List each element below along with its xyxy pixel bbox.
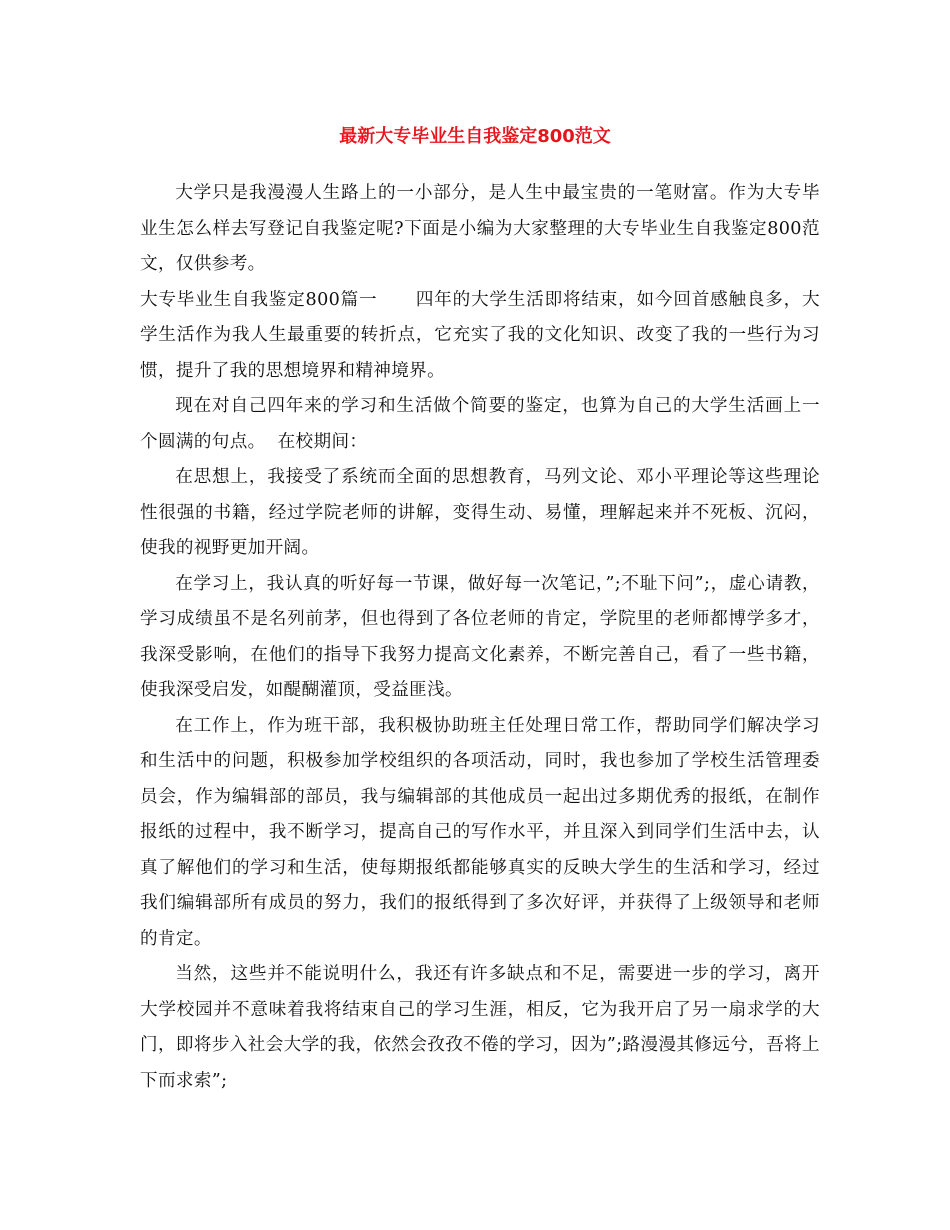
paragraph-5: 在工作上，作为班干部，我积极协助班主任处理日常工作，帮助同学们解决学习和生活中的问题，积极参加学校组织的各项活动，同时，我也参加了学校生活管理委员会，作为编辑部的部员，我与编辑部的其他成员一起出过多期优秀的报纸，在制作报纸的过程中，我不断学习，提高自己的写作水平，并且深入到同学们生活中去，认真了解他们的学习和生活，使每期报纸都能够真实的反映大学生的生活和学习，经过我们编辑部所有成员的努力，我们的报纸得到了多次好评，并获得了上级领导和老师的肯定。	[140, 715, 820, 949]
paragraph-1: 四年的大学生活即将结束，如今回首感触良多，大学生活作为我人生最重要的转折点，它充实了我的文化知识、改变了我的一些行为习惯，提升了我的思想境界和精神境界。	[140, 289, 821, 381]
document-body	[140, 176, 820, 1099]
paragraph-4: 在学习上，我认真的听好每一节课，做好每一次笔记，”;不耻下问”;，虚心请教，学习成绩虽不是名列前茅，但也得到了各位老师的肯定，学院里的老师都博学多才，我深受影响，在他们的指导下我努力提高文化素养，不断完善自己，看了一些书籍，使我深受启发，如醍醐灌顶，受益匪浅。	[140, 573, 820, 700]
document-title: 最新大专毕业生自我鉴定800范文	[339, 126, 611, 147]
paragraph-2	[140, 389, 820, 460]
section-heading: 大专毕业生自我鉴定800篇一	[140, 289, 378, 310]
paragraph-section-start	[140, 283, 820, 390]
paragraph-2-label: 在校期间：	[277, 431, 368, 452]
paragraph-intro: 大学只是我漫漫人生路上的一小部分，是人生中最宝贵的一笔财富。作为大专毕业生怎么样去写登记自我鉴定呢?下面是小编为大家整理的大专毕业生自我鉴定800范文，仅供参考。	[140, 183, 820, 274]
paragraph-6: 当然，这些并不能说明什么，我还有许多缺点和不足，需要进一步的学习，离开大学校园并不意味着我将结束自己的学习生涯，相反，它为我开启了另一扇求学的大门，即将步入社会大学的我，依然会孜孜不倦的学习，因为”;路漫漫其修远兮，吾将上下而求索”;	[140, 964, 820, 1091]
paragraph-2-text: 现在对自己四年来的学习和生活做个简要的鉴定，也算为自己的大学生活画上一个圆满的句点。	[140, 396, 820, 452]
paragraph-3: 在思想上，我接受了系统而全面的思想教育，马列文论、邓小平理论等这些理论性很强的书籍，经过学院老师的讲解，变得生动、易懂，理解起来并不死板、沉闷，使我的视野更加开阔。	[140, 467, 820, 558]
